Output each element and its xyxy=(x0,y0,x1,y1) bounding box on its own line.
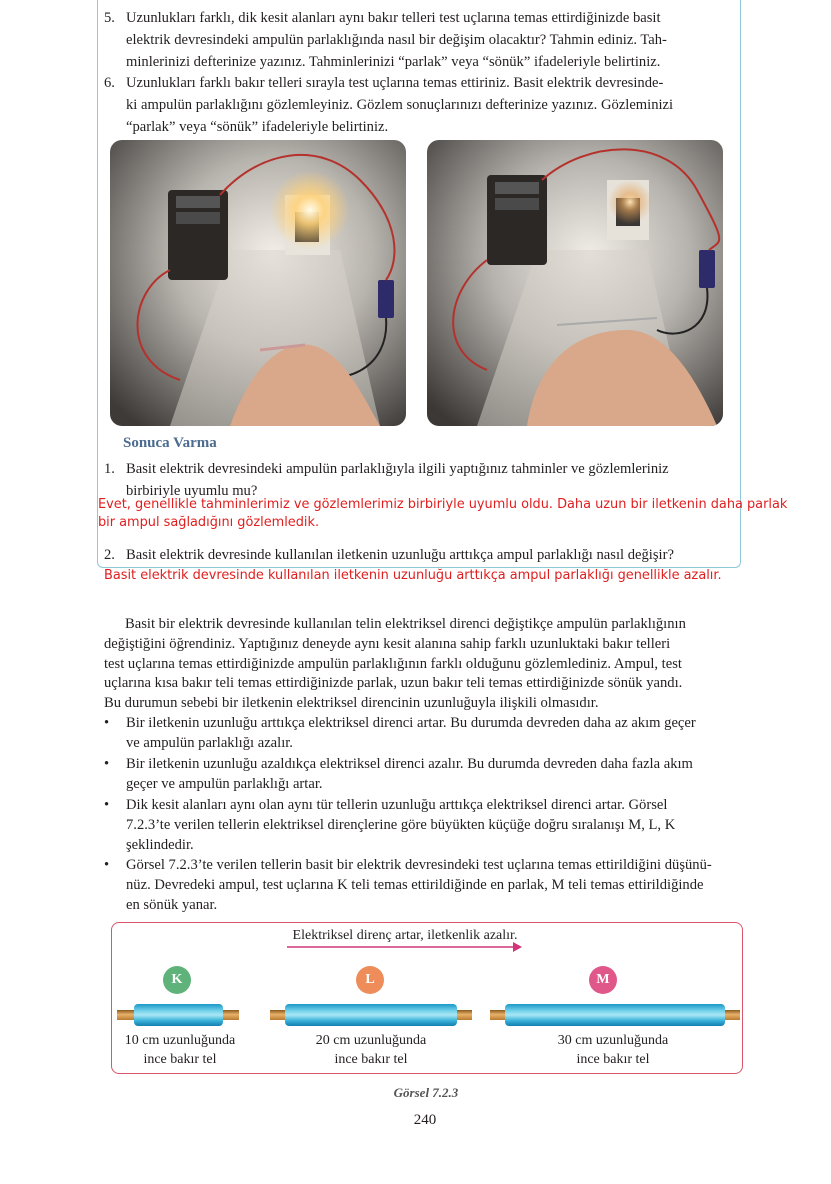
bullet-line: Bir iletkenin uzunluğu azaldıkça elektriksel direnci azalır. Bu durumda devreden daha fazla akım xyxy=(126,756,693,772)
question-line: Uzunlukları farklı, dik kesit alanları aynı bakır telleri test uçlarına temas ettirdiğinizde basit xyxy=(126,10,661,26)
bullet-line: Dik kesit alanları aynı olan aynı tür tellerin uzunluğu arttıkça elektriksel direnci artar. Görsel xyxy=(126,797,668,813)
wire-label-k: K xyxy=(163,966,191,994)
paragraph-line: uçlarına kısa bakır teli temas ettirdiğinizde parlak, uzun bakır teli temas ettirdiğinizde sönük yandı. xyxy=(104,675,683,692)
conclusion-heading: Sonuca Varma xyxy=(123,435,217,451)
question-line: ki ampulün parlaklığını gözlemleyiniz. Gözlem sonuçlarınızı defterinize yazınız. Gözleminizi xyxy=(126,97,674,113)
wire-m-caption: 30 cm uzunluğunda ince bakır tel xyxy=(557,1033,669,1067)
paragraph-line: test uçlarına temas ettirdiğinizde ampulün parlaklığının farklı olduğunu gözlemlediniz. Ampul, test xyxy=(104,655,682,672)
arrow-label: Elektriksel direnç artar, iletkenlik azalır. xyxy=(292,928,518,943)
wire-label-m: M xyxy=(589,966,617,994)
question-line: Uzunlukları farklı bakır telleri sırayla test uçlarına temas ettiriniz. Basit elektrik devresinde- xyxy=(126,75,664,91)
question-number: 2. xyxy=(104,547,115,563)
wire-l xyxy=(270,1004,472,1026)
bullet-line: şeklindedir. xyxy=(126,836,194,853)
question-line: Basit elektrik devresinde kullanılan iletkenin uzunluğu arttıkça ampul parlaklığı nasıl değişir? xyxy=(126,547,674,563)
bullet-line: ve ampulün parlaklığı azalır. xyxy=(126,734,293,751)
experiment-photo-bright-bulb xyxy=(110,140,406,426)
answer-1 xyxy=(98,496,818,532)
experiment-photo-dim-bulb xyxy=(427,140,723,426)
wire-l-caption: 20 cm uzunluğunda ince bakır tel xyxy=(315,1033,427,1067)
paragraph-line: Bu durumun sebebi bir iletkenin elektriksel direncinin uzunluğuyla ilişkili olmasıdır. xyxy=(104,695,599,712)
question-number: 1. xyxy=(104,461,115,477)
arrow-right-icon xyxy=(287,941,522,953)
answer-line: Evet, genellikle tahminlerimiz ve gözlemlerimiz birbiriyle uyumlu oldu. Daha uzun bir iletkenin daha parlak xyxy=(98,497,788,512)
bullet-line: nüz. Devredeki ampul, test uçlarına K teli temas ettirildiğinde en parlak, M teli temas ettirildiğinde xyxy=(126,876,704,893)
question-number: 6. xyxy=(104,75,115,91)
wire-label-l: L xyxy=(356,966,384,994)
question-5 xyxy=(104,7,744,73)
body-paragraph xyxy=(104,615,748,714)
bullet-line: Görsel 7.2.3’te verilen tellerin basit bir elektrik devresindeki test uçlarına temas ettirildiğini düşünü- xyxy=(126,857,712,873)
wire-k xyxy=(117,1004,239,1026)
bullet-line: Bir iletkenin uzunluğu arttıkça elektriksel direnci artar. Bu durumda devreden daha az akım geçer xyxy=(126,715,696,731)
conclusion-question-2 xyxy=(104,544,744,566)
question-line: “parlak” veya “sönük” ifadeleriyle belirtiniz. xyxy=(126,119,389,135)
question-line: elektrik devresindeki ampulün parlaklığında nasıl bir değişim olacaktır? Tahmin ediniz. Tah- xyxy=(126,32,667,48)
figure-caption: Görsel 7.2.3 xyxy=(393,1085,459,1100)
question-number: 5. xyxy=(104,10,115,26)
bullet-line: geçer ve ampulün parlaklığı artar. xyxy=(126,775,323,792)
answer-2: Basit elektrik devresinde kullanılan iletkenin uzunluğu arttıkça ampul parlaklığı genellikle azalır. xyxy=(104,568,722,583)
question-line: minlerinizi defterinize yazınız. Tahminlerinizi “parlak” veya “sönük” ifadeleriyle belirtiniz. xyxy=(126,54,661,70)
bullet-line: en sönük yanar. xyxy=(126,896,218,913)
page-number: 240 xyxy=(413,1112,437,1128)
question-6 xyxy=(104,72,744,138)
paragraph-line: değiştiğini öğrendiniz. Yaptığınız deneyde aynı kesit alanına sahip farklı uzunluktaki bakır telleri xyxy=(104,635,671,652)
wire-k-caption: 10 cm uzunluğunda ince bakır tel xyxy=(124,1033,236,1067)
answer-line: bir ampul sağladığını gözlemledik. xyxy=(98,515,320,530)
paragraph-line: Basit bir elektrik devresinde kullanılan telin elektriksel direnci değiştikçe ampulün parlaklığının xyxy=(125,616,686,632)
question-line: birbiriyle uyumlu mu? xyxy=(126,483,258,499)
question-line: Basit elektrik devresindeki ampulün parlaklığıyla ilgili yaptığınız tahminler ve gözlemleriniz xyxy=(126,461,669,477)
bullet-line: 7.2.3’te verilen tellerin elektriksel dirençlerine göre büyükten küçüğe doğru sıralanışı M, L, K xyxy=(126,816,676,833)
wire-m xyxy=(490,1004,740,1026)
